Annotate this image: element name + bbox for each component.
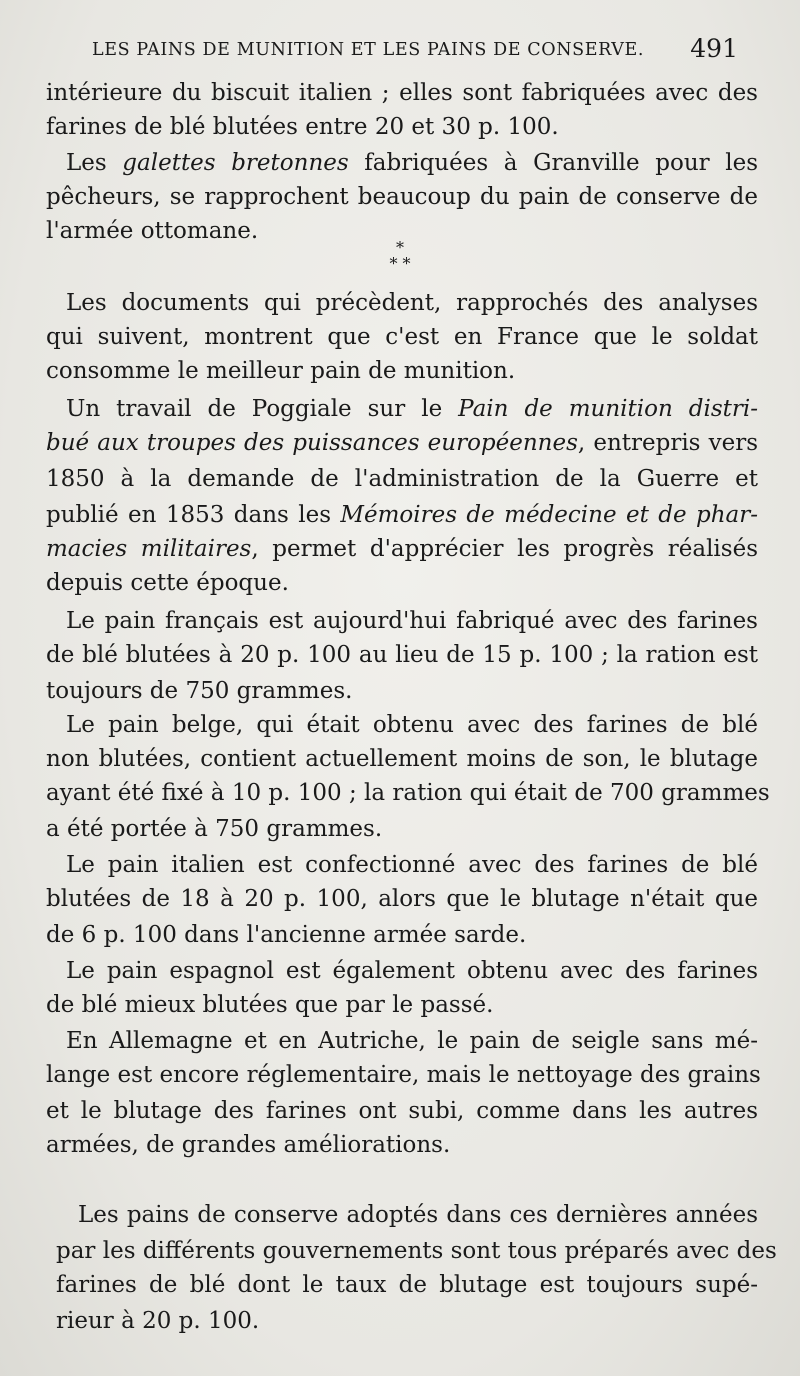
text-line: Les documents qui précèdent, rapprochés des analyses bbox=[66, 290, 758, 316]
italic-title: Mémoires de médecine et de phar- bbox=[340, 502, 759, 528]
text-line: et le blutage des farines ont subi, comme dans les autres bbox=[46, 1098, 758, 1124]
text-line: intérieure du biscuit italien ; elles sont fabriquées avec des bbox=[46, 80, 758, 106]
section-asterism: * * * bbox=[389, 238, 411, 273]
italic-title: bué aux troupes des puissances européennes bbox=[46, 430, 578, 456]
text-line: rieur à 20 p. 100. bbox=[56, 1308, 260, 1334]
text-line: qui suivent, montrent que c'est en France que le soldat bbox=[46, 324, 758, 350]
text-line: par les différents gouvernements sont tous préparés avec des bbox=[56, 1238, 777, 1264]
text-line: publié en 1853 dans les Mémoires de médecine et de phar- bbox=[46, 502, 759, 528]
text-line: armées, de grandes améliorations. bbox=[46, 1132, 451, 1158]
running-title: LES PAINS DE MUNITION ET LES PAINS DE CONSERVE. bbox=[92, 40, 645, 60]
text-line: de blé mieux blutées que par le passé. bbox=[46, 992, 494, 1018]
text-line: farines de blé blutées entre 20 et 30 p. 100. bbox=[46, 114, 559, 140]
text-line: toujours de 750 grammes. bbox=[46, 678, 353, 704]
text-line: Un travail de Poggiale sur le Pain de munition distri- bbox=[66, 396, 759, 422]
page-header bbox=[92, 36, 742, 66]
text-line: macies militaires, permet d'apprécier les progrès réalisés bbox=[46, 536, 758, 562]
italic-term: galettes bretonnes bbox=[122, 150, 349, 176]
text-line: blutées de 18 à 20 p. 100, alors que le blutage n'était que bbox=[46, 886, 758, 912]
text-line: de 6 p. 100 dans l'ancienne armée sarde. bbox=[46, 922, 527, 948]
text-line: 1850 à la demande de l'administration de la Guerre et bbox=[46, 466, 758, 492]
text-line: ayant été fixé à 10 p. 100 ; la ration qui était de 700 grammes bbox=[46, 780, 770, 806]
text-line: non blutées, contient actuellement moins de son, le blutage bbox=[46, 746, 758, 772]
text-line: consomme le meilleur pain de munition. bbox=[46, 358, 516, 384]
text-line: Les galettes bretonnes fabriquées à Granville pour les bbox=[66, 150, 758, 176]
text-line: l'armée ottomane. bbox=[46, 218, 259, 244]
text-line: farines de blé dont le taux de blutage est toujours supé- bbox=[56, 1272, 758, 1298]
text-line: pêcheurs, se rapprochent beaucoup du pain de conserve de bbox=[46, 184, 758, 210]
page-number: 491 bbox=[690, 34, 738, 63]
text-line: Le pain belge, qui était obtenu avec des farines de blé bbox=[66, 712, 758, 738]
text-line: Le pain italien est confectionné avec des farines de blé bbox=[66, 852, 758, 878]
text-line: En Allemagne et en Autriche, le pain de seigle sans mé- bbox=[66, 1028, 758, 1054]
text-line: Les pains de conserve adoptés dans ces dernières années bbox=[78, 1202, 758, 1228]
text-line: bué aux troupes des puissances européennes, entrepris vers bbox=[46, 430, 758, 456]
text-line: lange est encore réglementaire, mais le nettoyage des grains bbox=[46, 1062, 761, 1088]
text-line: depuis cette époque. bbox=[46, 570, 289, 596]
italic-title: Pain de munition distri- bbox=[458, 396, 759, 422]
text-line: Le pain français est aujourd'hui fabriqué avec des farines bbox=[66, 608, 758, 634]
text-line: de blé blutées à 20 p. 100 au lieu de 15 p. 100 ; la ration est bbox=[46, 642, 758, 668]
text-line: a été portée à 750 grammes. bbox=[46, 816, 383, 842]
text-line: Le pain espagnol est également obtenu avec des farines bbox=[66, 958, 758, 984]
italic-title: macies militaires bbox=[46, 536, 252, 562]
